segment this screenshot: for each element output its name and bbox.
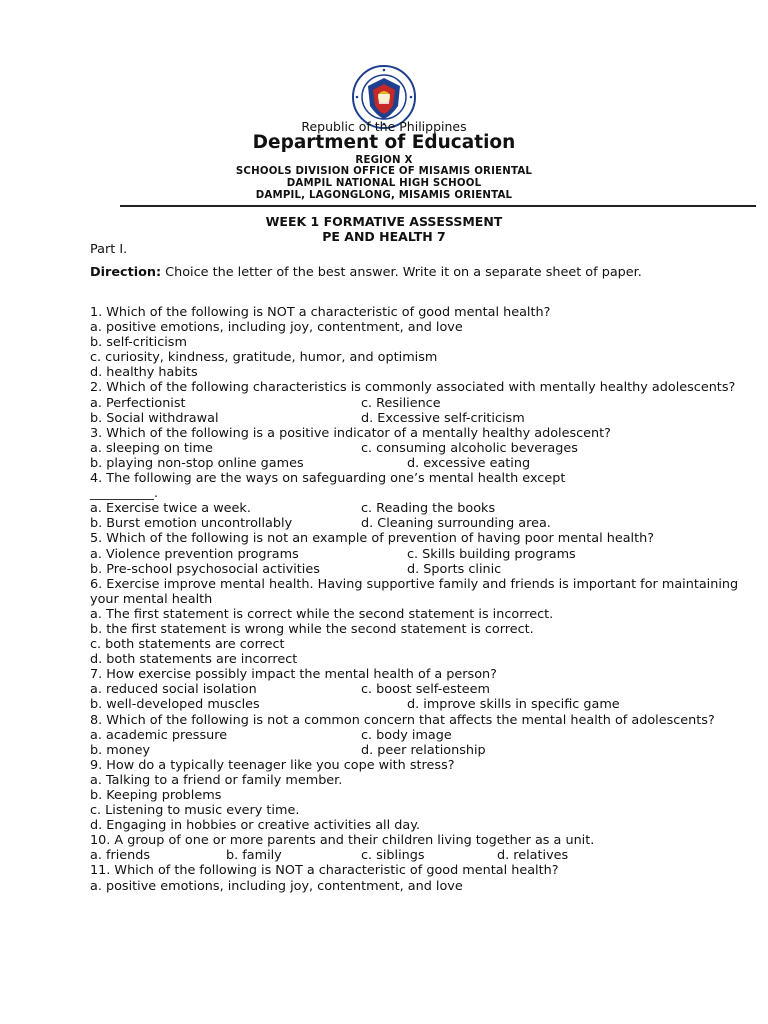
option-10c: c. siblings — [361, 848, 425, 864]
option-2a: a. Perfectionist — [90, 395, 186, 411]
option-1d: d. healthy habits — [90, 365, 198, 381]
direction-paragraph — [90, 265, 750, 280]
option-5c: c. Skills building programs — [407, 546, 576, 562]
option-row-7ac — [90, 682, 750, 697]
question-7: 7. How exercise possibly impact the mental health of a person? — [90, 667, 497, 683]
department-title: Department of Education — [252, 132, 516, 153]
option-row-4ac — [90, 501, 750, 516]
option-4a: a. Exercise twice a week. — [90, 501, 251, 517]
option-3d: d. excessive eating — [407, 455, 531, 471]
question-4: 4. The following are the ways on safeguarding one’s mental health except — [90, 471, 566, 487]
option-9d: d. Engaging in hobbies or creative activities all day. — [90, 818, 421, 834]
option-row-5ac — [90, 547, 750, 562]
option-9c: c. Listening to music every time. — [90, 803, 300, 819]
option-row-3ac — [90, 441, 750, 456]
address-line: DAMPIL, LAGONGLONG, MISAMIS ORIENTAL — [255, 190, 513, 201]
option-10a: a. friends — [90, 848, 151, 864]
option-row-2ac — [90, 396, 750, 411]
option-row-4bd — [90, 516, 750, 531]
option-8b: b. money — [90, 742, 151, 758]
option-5a: a. Violence prevention programs — [90, 546, 299, 562]
option-6c: c. both statements are correct — [90, 637, 285, 653]
division-line: SCHOOLS DIVISION OFFICE OF MISAMIS ORIENTAL — [235, 166, 533, 177]
option-3b: b. playing non-stop online games — [90, 455, 304, 471]
subject-title: PE AND HEALTH 7 — [322, 229, 446, 244]
option-1b: b. self-criticism — [90, 335, 187, 351]
republic-line: Republic of the Philippines — [301, 119, 467, 134]
option-3c: c. consuming alcoholic beverages — [361, 440, 578, 456]
option-10b: b. family — [226, 848, 282, 864]
option-1a: a. positive emotions, including joy, contentment, and love — [90, 320, 463, 336]
option-8c: c. body image — [361, 727, 452, 743]
question-1: 1. Which of the following is NOT a characteristic of good mental health? — [90, 305, 551, 320]
option-6d: d. both statements are incorrect — [90, 652, 298, 668]
question-4-blank: __________. — [90, 486, 159, 502]
option-row-8ac — [90, 728, 750, 743]
option-6b: b. the first statement is wrong while the second statement is correct. — [90, 621, 534, 637]
option-row-8bd — [90, 743, 750, 758]
header-divider — [120, 205, 756, 207]
question-5: 5. Which of the following is not an example of prevention of having poor mental health? — [90, 531, 655, 547]
option-5d: d. Sports clinic — [407, 561, 502, 577]
option-8a: a. academic pressure — [90, 727, 228, 743]
option-6a: a. The first statement is correct while the second statement is incorrect. — [90, 606, 554, 622]
option-2b: b. Social withdrawal — [90, 410, 219, 426]
option-4d: d. Cleaning surrounding area. — [361, 516, 551, 532]
direction-text: Choice the letter of the best answer. Write it on a separate sheet of paper. — [161, 265, 642, 280]
option-3a: a. sleeping on time — [90, 440, 213, 456]
question-6: 6. Exercise improve mental health. Having supportive family and friends is important for maintaining your mental health — [90, 576, 739, 607]
question-11: 11. Which of the following is NOT a characteristic of good mental health? — [90, 863, 559, 879]
option-2c: c. Resilience — [361, 395, 441, 411]
option-row-10 — [90, 848, 750, 863]
direction-label: Direction: — [90, 265, 162, 280]
option-9b: b. Keeping problems — [90, 788, 222, 803]
option-row-3bd — [90, 456, 750, 471]
option-1c: c. curiosity, kindness, gratitude, humor, and optimism — [90, 350, 438, 366]
option-row-7bd — [90, 697, 750, 712]
option-10d: d. relatives — [497, 848, 569, 864]
option-row-2bd — [90, 411, 750, 426]
question-8: 8. Which of the following is not a common concern that affects the mental health of adolescents? — [90, 712, 715, 728]
option-7c: c. boost self-esteem — [361, 682, 490, 698]
option-7d: d. improve skills in specific game — [407, 697, 620, 713]
question-list — [90, 305, 750, 894]
school-line: DAMPIL NATIONAL HIGH SCHOOL — [286, 178, 482, 189]
option-4b: b. Burst emotion uncontrollably — [90, 516, 293, 532]
option-4c: c. Reading the books — [361, 501, 496, 517]
question-9: 9. How do a typically teenager like you cope with stress? — [90, 757, 455, 773]
option-7a: a. reduced social isolation — [90, 682, 257, 698]
option-2d: d. Excessive self-criticism — [361, 410, 525, 426]
option-8d: d. peer relationship — [361, 742, 486, 758]
question-2: 2. Which of the following characteristics is commonly associated with mentally healthy adolescents? — [90, 380, 736, 396]
option-9a: a. Talking to a friend or family member. — [90, 772, 343, 788]
part-label: Part I. — [90, 242, 128, 257]
region-line: REGION X — [355, 155, 413, 166]
question-3: 3. Which of the following is a positive indicator of a mentally healthy adolescent? — [90, 425, 611, 441]
assessment-title: WEEK 1 FORMATIVE ASSESSMENT — [265, 214, 503, 229]
option-5b: b. Pre-school psychosocial activities — [90, 561, 320, 577]
option-7b: b. well-developed muscles — [90, 697, 260, 713]
question-10: 10. A group of one or more parents and their children living together as a unit. — [90, 833, 595, 849]
option-row-5bd — [90, 562, 750, 577]
option-11a: a. positive emotions, including joy, contentment, and love — [90, 878, 463, 894]
